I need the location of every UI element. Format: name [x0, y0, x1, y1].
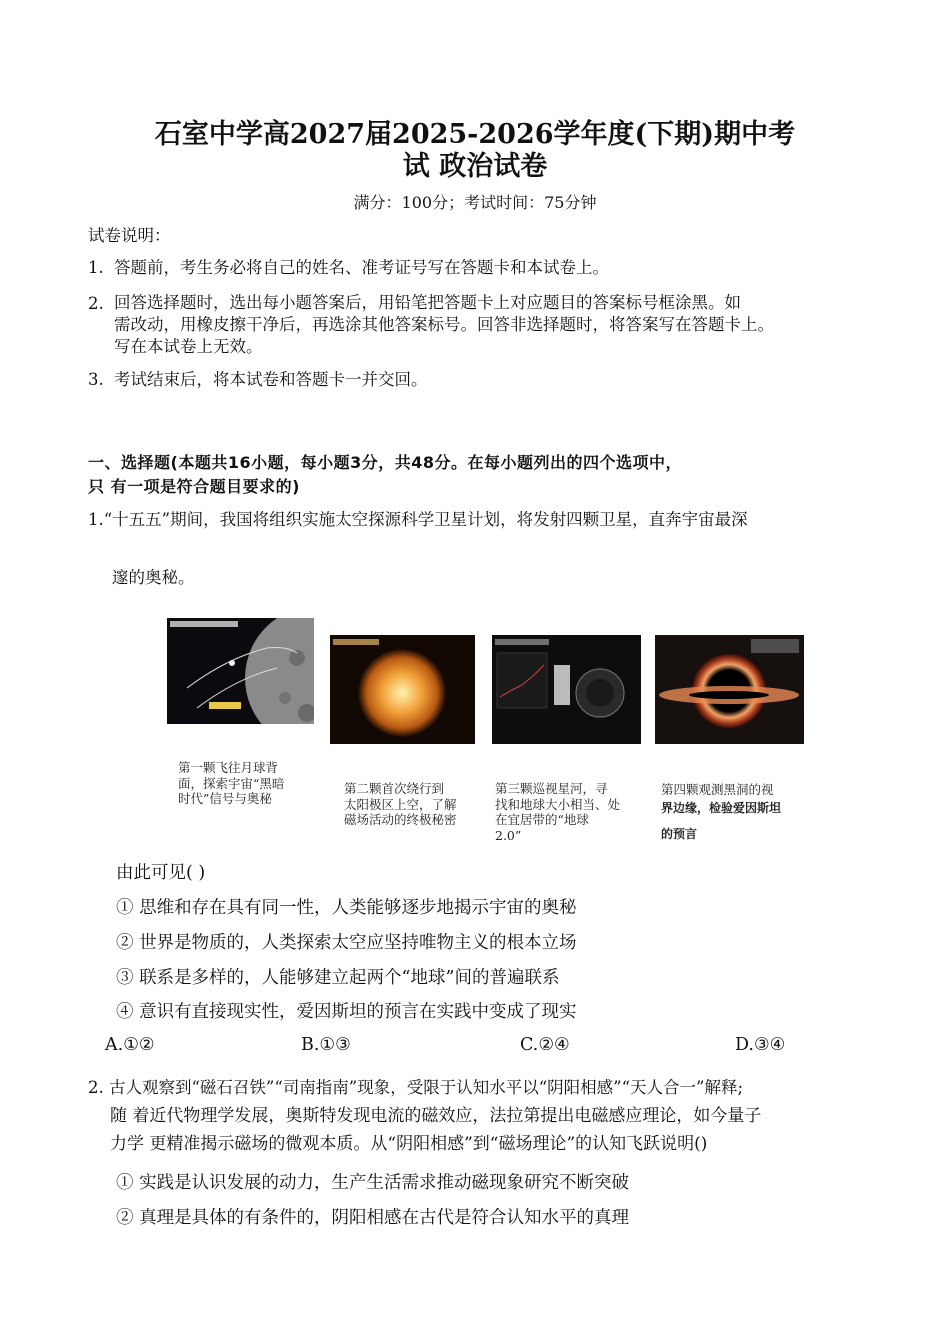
section-heading-line: 只 有一项是符合题目要求的)	[88, 477, 300, 496]
image-caption-3	[495, 781, 620, 843]
caption-bold: 的预言	[661, 827, 698, 841]
caption-line: 在宜居带的“地球	[495, 812, 589, 827]
exam-title-line2: 试 政治试卷	[402, 151, 548, 182]
q2-stem-line3: 力学 更精准揭示磁场的微观本质。从“阴阳相感”到“磁场理论”的认知飞跃说明()	[110, 1134, 708, 1154]
instruction-number: 1.	[88, 258, 104, 277]
exoplanet-satellite-image	[492, 635, 641, 744]
instruction-line: 回答选择题时，选出每小题答案后，用铅笔把答题卡上对应题目的答案标号框涂黑。如	[114, 293, 741, 312]
caption-line: 2.0”	[495, 827, 522, 843]
caption-line	[661, 825, 781, 843]
q1-statement-3: ③ 联系是多样的，人能够建立起两个“地球”间的普遍联系	[116, 968, 560, 988]
q1-stem-line1: 1.“十五五”期间，我国将组织实施太空探源科学卫星计划，将发射四颗卫星，直奔宇宙最深	[88, 510, 748, 529]
caption-line: 第三颗巡视星河，寻	[495, 781, 608, 796]
instruction-number: 2.	[88, 294, 104, 313]
q1-statement-4: ④ 意识有直接现实性，爱因斯坦的预言在实践中变成了现实	[116, 1002, 577, 1022]
q1-prompt: 由此可见( )	[116, 863, 206, 883]
instruction-text: 考试结束后，将本试卷和答题卡一并交回。	[114, 370, 428, 389]
caption-bold: 界边缘，检验爱因斯坦	[661, 801, 782, 815]
q2-stem-line1: 2. 古人观察到“磁石召铁”“司南指南”现象，受限于认知水平以“阴阳相感”“天人合一”解释;	[88, 1078, 744, 1097]
sun-satellite-image	[330, 635, 475, 744]
instruction-line: 需改动，用橡皮擦干净后，再选涂其他答案标号。回答非选择题时，将答案写在答题卡上。	[114, 315, 774, 334]
q2-stem-line2: 随 着近代物理学发展，奥斯特发现电流的磁效应，法拉第提出电磁感应理论，如今量子	[110, 1106, 762, 1126]
q1-answer-c: C.②④	[520, 1035, 570, 1055]
image-caption-1	[178, 760, 284, 807]
q1-answer-a: A.①②	[105, 1035, 155, 1055]
caption-line: 第四颗观测黑洞的视	[661, 782, 774, 797]
image-caption-2	[344, 781, 457, 828]
q1-answer-d: D.③④	[735, 1035, 786, 1055]
caption-line: 时代”信号与奥秘	[178, 791, 272, 806]
instruction-text: 答题前，考生务必将自己的姓名、准考证号写在答题卡和本试卷上。	[114, 258, 609, 277]
q1-statement-1: ① 思维和存在具有同一性，人类能够逐步地揭示宇宙的奥秘	[116, 898, 577, 918]
section-heading	[88, 451, 848, 499]
q1-stem-line2: 邃的奥秘。	[112, 568, 195, 587]
instruction-number: 3.	[88, 370, 104, 389]
caption-line: 太阳极区上空，了解	[344, 796, 457, 812]
instruction-line: 写在本试卷上无效。	[114, 337, 263, 356]
caption-line: 面，探索宇宙“黑暗	[178, 775, 285, 791]
caption-line: 第一颗飞往月球背	[178, 760, 279, 775]
instruction-text	[114, 292, 774, 358]
instructions-heading: 试卷说明：	[88, 226, 171, 245]
q2-statement-1: ① 实践是认识发展的动力，生产生活需求推动磁现象研究不断突破	[116, 1173, 630, 1193]
caption-line: 找和地球大小相当、处	[495, 796, 621, 812]
exam-title-line1: 石室中学高2027届2025-2026学年度(下期)期中考	[154, 119, 796, 150]
moon-satellite-image	[167, 618, 314, 724]
black-hole-satellite-image	[655, 635, 804, 744]
q1-answer-b: B.①③	[301, 1035, 351, 1055]
caption-line: 磁场活动的终极秘密	[344, 812, 457, 827]
q2-statement-2: ② 真理是具体的有条件的，阴阳相感在古代是符合认知水平的真理	[116, 1208, 630, 1228]
caption-line	[661, 799, 781, 817]
section-heading-line: 一、选择题(本题共16小题，每小题3分，共48分。在每小题列出的四个选项中，	[88, 453, 682, 472]
q1-statement-2: ② 世界是物质的，人类探索太空应坚持唯物主义的根本立场	[116, 933, 577, 953]
exam-subtitle: 满分：100分；考试时间：75分钟	[353, 193, 597, 212]
image-caption-4	[661, 781, 781, 843]
caption-line: 第二颗首次绕行到	[344, 781, 445, 796]
